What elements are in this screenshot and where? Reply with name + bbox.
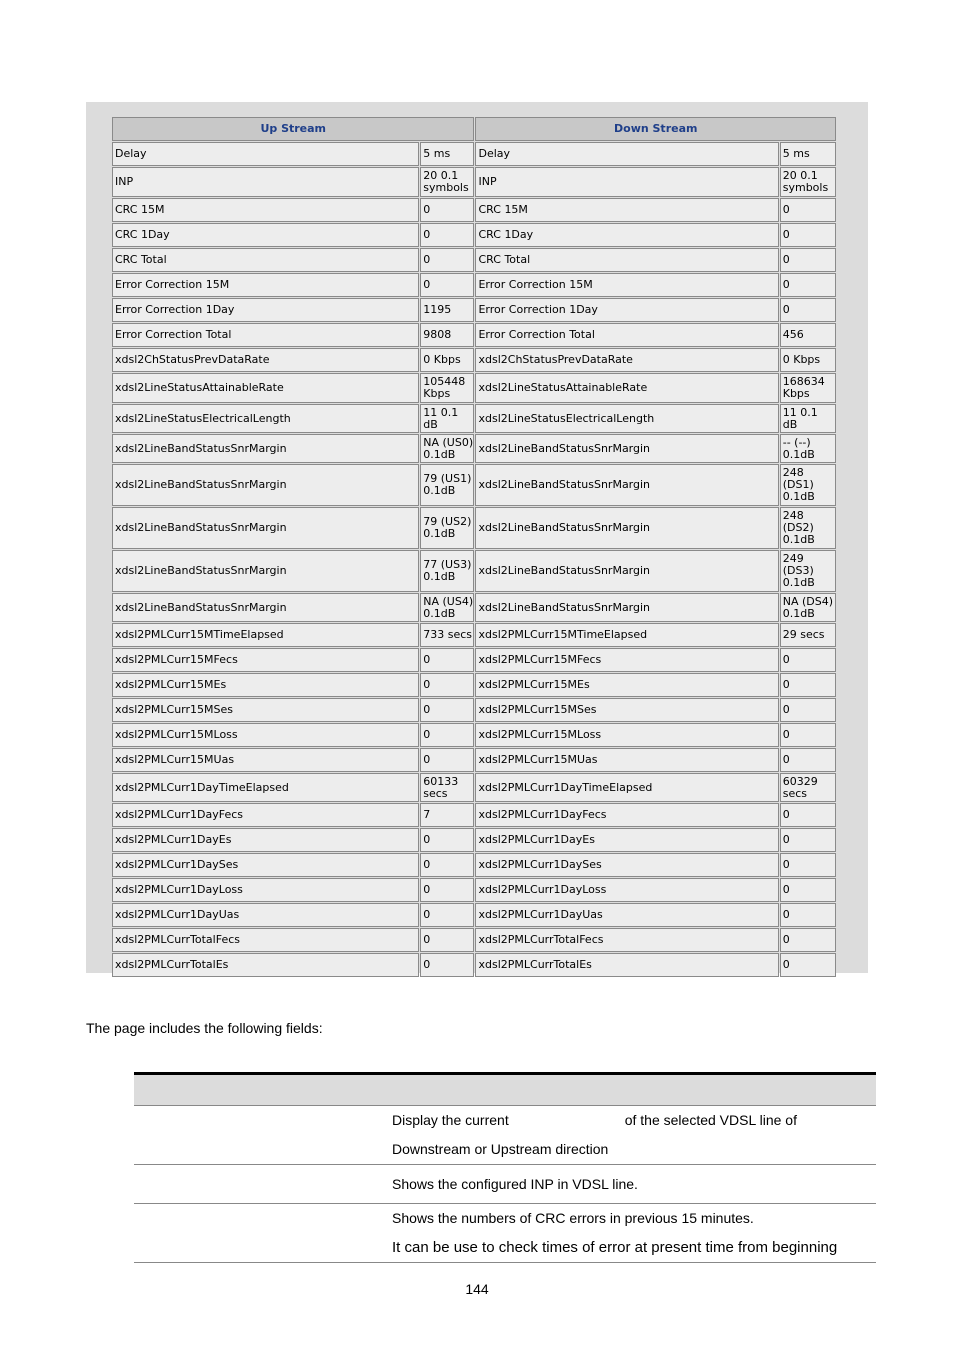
downstream-value: 29 secs <box>780 623 836 647</box>
status-row <box>112 507 836 549</box>
status-row <box>112 953 836 977</box>
upstream-label: xdsl2PMLCurr15MSes <box>112 698 419 722</box>
field-row <box>134 1106 876 1165</box>
upstream-label: CRC 15M <box>112 198 419 222</box>
upstream-value: 0 <box>420 953 474 977</box>
downstream-value: 0 <box>780 803 836 827</box>
downstream-value: 0 <box>780 648 836 672</box>
field-desc: Shows the numbers of CRC errors in previous 15 minutes. <box>392 1210 754 1226</box>
upstream-value: 11 0.1 dB <box>420 404 474 433</box>
upstream-value: 7 <box>420 803 474 827</box>
page-number: 144 <box>465 1281 489 1297</box>
downstream-value: 0 <box>780 223 836 247</box>
upstream-value: 0 <box>420 273 474 297</box>
upstream-value: 0 <box>420 723 474 747</box>
downstream-label: Error Correction 1Day <box>475 298 778 322</box>
downstream-label: CRC Total <box>475 248 778 272</box>
downstream-label: xdsl2PMLCurr15MUas <box>475 748 778 772</box>
status-row <box>112 773 836 802</box>
downstream-value: 0 <box>780 723 836 747</box>
field-row <box>134 1204 876 1263</box>
upstream-label: xdsl2LineStatusElectricalLength <box>112 404 419 433</box>
upstream-label: xdsl2PMLCurr1DaySes <box>112 853 419 877</box>
upstream-label: xdsl2PMLCurr15MEs <box>112 673 419 697</box>
downstream-label: xdsl2PMLCurr1DayUas <box>475 903 778 927</box>
upstream-value: 0 <box>420 828 474 852</box>
downstream-label: xdsl2PMLCurr15MTimeElapsed <box>475 623 778 647</box>
downstream-value: 0 <box>780 273 836 297</box>
downstream-value: 456 <box>780 323 836 347</box>
upstream-value: 0 <box>420 223 474 247</box>
upstream-value: 733 secs <box>420 623 474 647</box>
upstream-value: 0 <box>420 903 474 927</box>
downstream-value: 0 <box>780 698 836 722</box>
downstream-value: 0 <box>780 853 836 877</box>
upstream-value: 0 <box>420 648 474 672</box>
upstream-label: INP <box>112 167 419 197</box>
upstream-label: Error Correction Total <box>112 323 419 347</box>
downstream-label: xdsl2PMLCurrTotalEs <box>475 953 778 977</box>
downstream-label: xdsl2PMLCurr15MLoss <box>475 723 778 747</box>
downstream-value: 248 (DS1) 0.1dB <box>780 464 836 506</box>
downstream-label: xdsl2PMLCurr15MEs <box>475 673 778 697</box>
downstream-label: xdsl2LineStatusAttainableRate <box>475 373 778 403</box>
upstream-value: NA (US4) 0.1dB <box>420 593 474 622</box>
upstream-label: Error Correction 15M <box>112 273 419 297</box>
upstream-value: 0 <box>420 853 474 877</box>
status-row <box>112 593 836 622</box>
upstream-label: xdsl2LineStatusAttainableRate <box>112 373 419 403</box>
upstream-label: xdsl2LineBandStatusSnrMargin <box>112 507 419 549</box>
upstream-label: xdsl2LineBandStatusSnrMargin <box>112 550 419 592</box>
upstream-value: 77 (US3) 0.1dB <box>420 550 474 592</box>
field-table-header <box>134 1074 876 1106</box>
status-row <box>112 323 836 347</box>
downstream-value: 0 <box>780 903 836 927</box>
downstream-label: xdsl2LineBandStatusSnrMargin <box>475 464 778 506</box>
status-row <box>112 464 836 506</box>
downstream-label: xdsl2LineBandStatusSnrMargin <box>475 550 778 592</box>
upstream-value: 79 (US2) 0.1dB <box>420 507 474 549</box>
upstream-label: xdsl2LineBandStatusSnrMargin <box>112 434 419 463</box>
downstream-value: 0 <box>780 673 836 697</box>
downstream-value: 11 0.1 dB <box>780 404 836 433</box>
upstream-label: xdsl2PMLCurr1DayEs <box>112 828 419 852</box>
downstream-label: xdsl2LineBandStatusSnrMargin <box>475 593 778 622</box>
vdsl-status-table <box>111 116 837 978</box>
status-row <box>112 373 836 403</box>
upstream-label: xdsl2LineBandStatusSnrMargin <box>112 464 419 506</box>
field-row <box>134 1165 876 1204</box>
upstream-value: 105448 Kbps <box>420 373 474 403</box>
downstream-label: xdsl2PMLCurr15MFecs <box>475 648 778 672</box>
downstream-label: xdsl2PMLCurr1DayTimeElapsed <box>475 773 778 802</box>
upstream-label: xdsl2PMLCurr15MTimeElapsed <box>112 623 419 647</box>
status-row <box>112 928 836 952</box>
status-row <box>112 404 836 433</box>
downstream-value: 0 <box>780 828 836 852</box>
status-row <box>112 198 836 222</box>
status-row <box>112 748 836 772</box>
upstream-value: 0 <box>420 198 474 222</box>
downstream-label: CRC 15M <box>475 198 778 222</box>
downstream-value: 249 (DS3) 0.1dB <box>780 550 836 592</box>
status-row <box>112 903 836 927</box>
status-row <box>112 853 836 877</box>
status-row <box>112 273 836 297</box>
downstream-value: 168634 Kbps <box>780 373 836 403</box>
status-row <box>112 142 836 166</box>
upstream-label: Error Correction 1Day <box>112 298 419 322</box>
upstream-value: 20 0.1 symbols <box>420 167 474 197</box>
upstream-value: 0 <box>420 248 474 272</box>
downstream-value: -- (--) 0.1dB <box>780 434 836 463</box>
upstream-label: xdsl2PMLCurr15MLoss <box>112 723 419 747</box>
status-row <box>112 698 836 722</box>
downstream-value: 20 0.1 symbols <box>780 167 836 197</box>
status-row <box>112 648 836 672</box>
intro-text: The page includes the following fields: <box>86 1020 323 1036</box>
upstream-value: 60133 secs <box>420 773 474 802</box>
downstream-label: Error Correction 15M <box>475 273 778 297</box>
status-row <box>112 803 836 827</box>
upstream-label: xdsl2PMLCurrTotalFecs <box>112 928 419 952</box>
status-row <box>112 434 836 463</box>
downstream-label: xdsl2ChStatusPrevDataRate <box>475 348 778 372</box>
downstream-value: 5 ms <box>780 142 836 166</box>
upstream-label: CRC Total <box>112 248 419 272</box>
downstream-label: Error Correction Total <box>475 323 778 347</box>
upstream-value: 79 (US1) 0.1dB <box>420 464 474 506</box>
upstream-value: 5 ms <box>420 142 474 166</box>
downstream-label: Delay <box>475 142 778 166</box>
upstream-value: 0 <box>420 698 474 722</box>
downstream-label: xdsl2LineBandStatusSnrMargin <box>475 507 778 549</box>
downstream-label: xdsl2PMLCurr1DayLoss <box>475 878 778 902</box>
screenshot-panel <box>86 102 868 973</box>
downstream-value: 248 (DS2) 0.1dB <box>780 507 836 549</box>
field-description-table <box>134 1072 876 1263</box>
downstream-value: 0 <box>780 928 836 952</box>
downstream-value: 0 <box>780 248 836 272</box>
status-row <box>112 298 836 322</box>
upstream-value: 9808 <box>420 323 474 347</box>
upstream-label: xdsl2PMLCurr1DayFecs <box>112 803 419 827</box>
status-row <box>112 223 836 247</box>
field-desc: of the selected VDSL line of <box>624 1112 797 1128</box>
downstream-value: 0 <box>780 878 836 902</box>
status-row <box>112 673 836 697</box>
downstream-label: CRC 1Day <box>475 223 778 247</box>
downstream-label: xdsl2LineStatusElectricalLength <box>475 404 778 433</box>
downstream-value: NA (DS4) 0.1dB <box>780 593 836 622</box>
upstream-label: xdsl2PMLCurr1DayTimeElapsed <box>112 773 419 802</box>
downstream-value: 0 <box>780 953 836 977</box>
downstream-value: 0 <box>780 748 836 772</box>
field-desc: Display the current <box>392 1112 509 1128</box>
downstream-label: xdsl2PMLCurr1DayEs <box>475 828 778 852</box>
status-row <box>112 623 836 647</box>
upstream-value: 0 Kbps <box>420 348 474 372</box>
upstream-value: 0 <box>420 928 474 952</box>
upstream-label: xdsl2PMLCurrTotalEs <box>112 953 419 977</box>
downstream-value: 0 <box>780 198 836 222</box>
status-row <box>112 723 836 747</box>
status-row <box>112 167 836 197</box>
downstream-header: Down Stream <box>475 117 836 141</box>
field-desc: Downstream or Upstream direction <box>392 1141 609 1157</box>
upstream-label: xdsl2ChStatusPrevDataRate <box>112 348 419 372</box>
status-row <box>112 878 836 902</box>
upstream-value: 0 <box>420 673 474 697</box>
downstream-label: xdsl2LineBandStatusSnrMargin <box>475 434 778 463</box>
status-row <box>112 828 836 852</box>
upstream-label: xdsl2PMLCurr1DayLoss <box>112 878 419 902</box>
field-desc: It can be use to check times of error at present time from beginning <box>392 1239 838 1256</box>
upstream-value: 1195 <box>420 298 474 322</box>
downstream-value: 0 Kbps <box>780 348 836 372</box>
downstream-label: xdsl2PMLCurr1DayFecs <box>475 803 778 827</box>
upstream-label: xdsl2PMLCurr1DayUas <box>112 903 419 927</box>
field-desc: Shows the configured INP in VDSL line. <box>392 1176 638 1192</box>
status-row <box>112 248 836 272</box>
downstream-value: 60329 secs <box>780 773 836 802</box>
status-row <box>112 550 836 592</box>
upstream-value: 0 <box>420 748 474 772</box>
upstream-value: 0 <box>420 878 474 902</box>
upstream-label: xdsl2LineBandStatusSnrMargin <box>112 593 419 622</box>
upstream-value: NA (US0) 0.1dB <box>420 434 474 463</box>
downstream-label: xdsl2PMLCurrTotalFecs <box>475 928 778 952</box>
status-row <box>112 348 836 372</box>
downstream-label: xdsl2PMLCurr1DaySes <box>475 853 778 877</box>
upstream-label: xdsl2PMLCurr15MFecs <box>112 648 419 672</box>
downstream-value: 0 <box>780 298 836 322</box>
upstream-label: xdsl2PMLCurr15MUas <box>112 748 419 772</box>
upstream-label: CRC 1Day <box>112 223 419 247</box>
downstream-label: xdsl2PMLCurr15MSes <box>475 698 778 722</box>
upstream-label: Delay <box>112 142 419 166</box>
downstream-label: INP <box>475 167 778 197</box>
upstream-header: Up Stream <box>112 117 474 141</box>
